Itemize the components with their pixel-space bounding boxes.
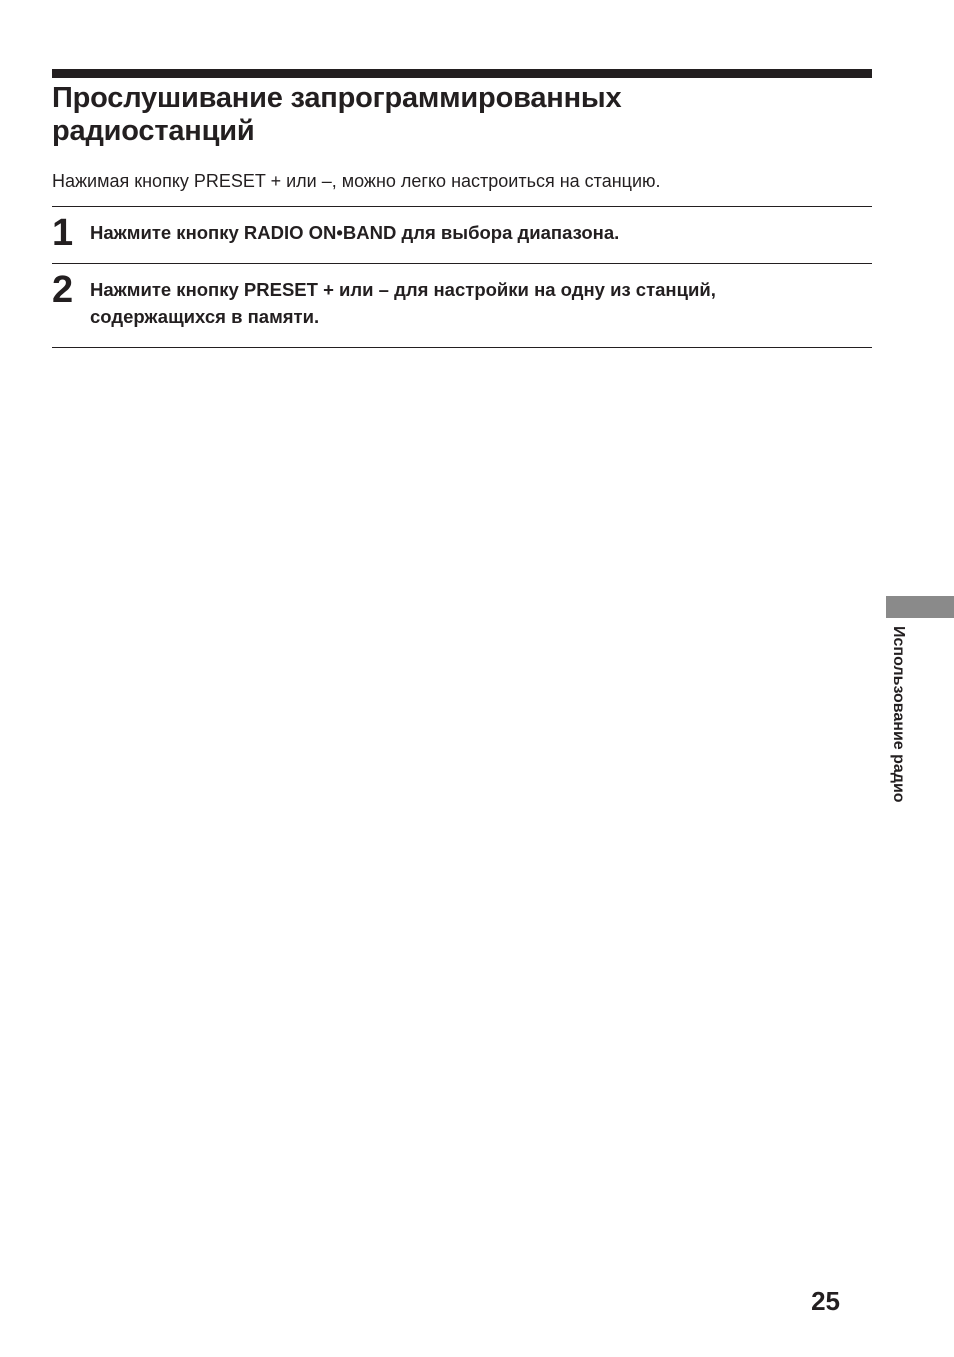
divider	[52, 347, 872, 348]
chapter-tab-marker	[886, 596, 954, 618]
divider	[52, 206, 872, 207]
step-2-text	[90, 276, 850, 330]
step-1-number: 1	[52, 212, 74, 254]
step-2-text-line-2: содержащихся в памяти.	[90, 306, 320, 327]
page-title	[52, 82, 872, 148]
page-title-line-1: Прослушивание запрограммированных	[52, 82, 622, 114]
section-top-rule	[52, 69, 872, 78]
step-1-text: Нажмите кнопку RADIO ON•BAND для выбора диапазона.	[90, 222, 620, 243]
step-2-text-line-1: Нажмите кнопку PRESET + или – для настройки на одну из станций,	[90, 279, 716, 300]
page-number: 25	[811, 1286, 840, 1316]
divider	[52, 263, 872, 264]
step-2-number: 2	[52, 269, 74, 311]
chapter-tab-label: Использование радио	[890, 626, 907, 803]
page-title-line-2: радиостанций	[52, 115, 255, 147]
intro-paragraph: Нажимая кнопку PRESET + или –, можно легко настроиться на станцию.	[52, 171, 661, 191]
